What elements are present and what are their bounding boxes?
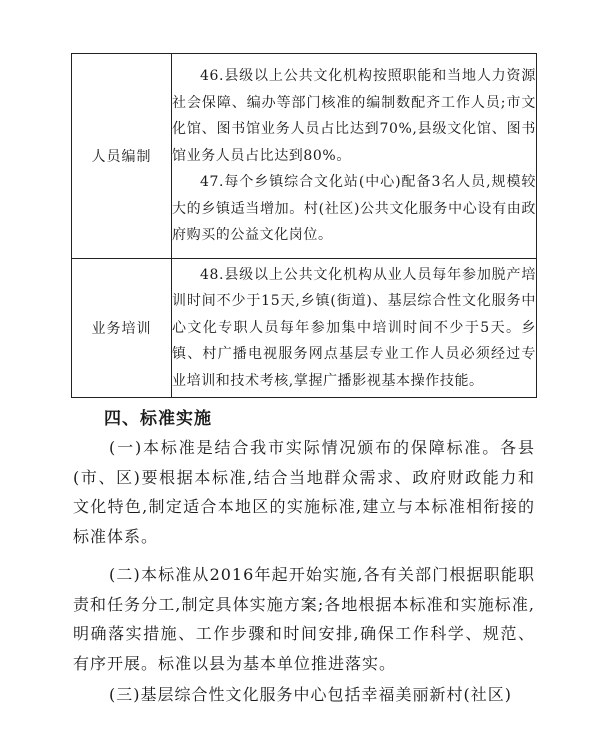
- item-46: 46.县级以上公共文化机构按照职能和当地人力资源社会保障、编办等部门核准的编制数配齐工作人员;市文化馆、图书馆业务人员占比达到70%,县级文化馆、图书馆业务人员占比达到80%。: [172, 68, 536, 164]
- table-row-training: [72, 259, 537, 398]
- table-row-staffing: [72, 54, 537, 259]
- row-label-training: 业务培训: [72, 259, 172, 398]
- section-paragraph-2: (二)本标准从2016年起开始实施,各有关部门根据职能职责和任务分工,制定具体实施方案;各地根据本标准和实施标准,明确落实措施、工作步骤和时间安排,确保工作科学、规范、有序开展。标准以县为基本单位推进落实。: [73, 565, 535, 673]
- section-heading: 四、标准实施: [104, 409, 212, 429]
- row-label-staffing: 人员编制: [72, 54, 172, 259]
- standards-table: [71, 53, 537, 398]
- section-paragraph-3: (三)基层综合性文化服务中心包括幸福美丽新村(社区): [109, 685, 512, 704]
- item-47: 47.每个乡镇综合文化站(中心)配备3名人员,规模较大的乡镇适当增加。村(社区)公共文化服务中心设有由政府购买的公益文化岗位。: [172, 174, 536, 244]
- item-48: 48.县级以上公共文化机构从业人员每年参加脱产培训时间不少于15天,乡镇(街道)、基层综合性文化服务中心文化专职人员每年参加集中培训时间不少于5天。乡镇、村广播电视服务网点基层专业工作人员必须经过专业培训和技术考核,掌握广播影视基本操作技能。: [172, 266, 536, 389]
- row-content-training: [172, 259, 537, 398]
- row-content-staffing: [172, 54, 537, 259]
- section-paragraph-1: (一)本标准是结合我市实际情况颁布的保障标准。各县(市、区)要根据本标准,结合当地群众需求、政府财政能力和文化特色,制定适合本地区的实施标准,建立与本标准相衔接的标准体系。: [73, 438, 535, 546]
